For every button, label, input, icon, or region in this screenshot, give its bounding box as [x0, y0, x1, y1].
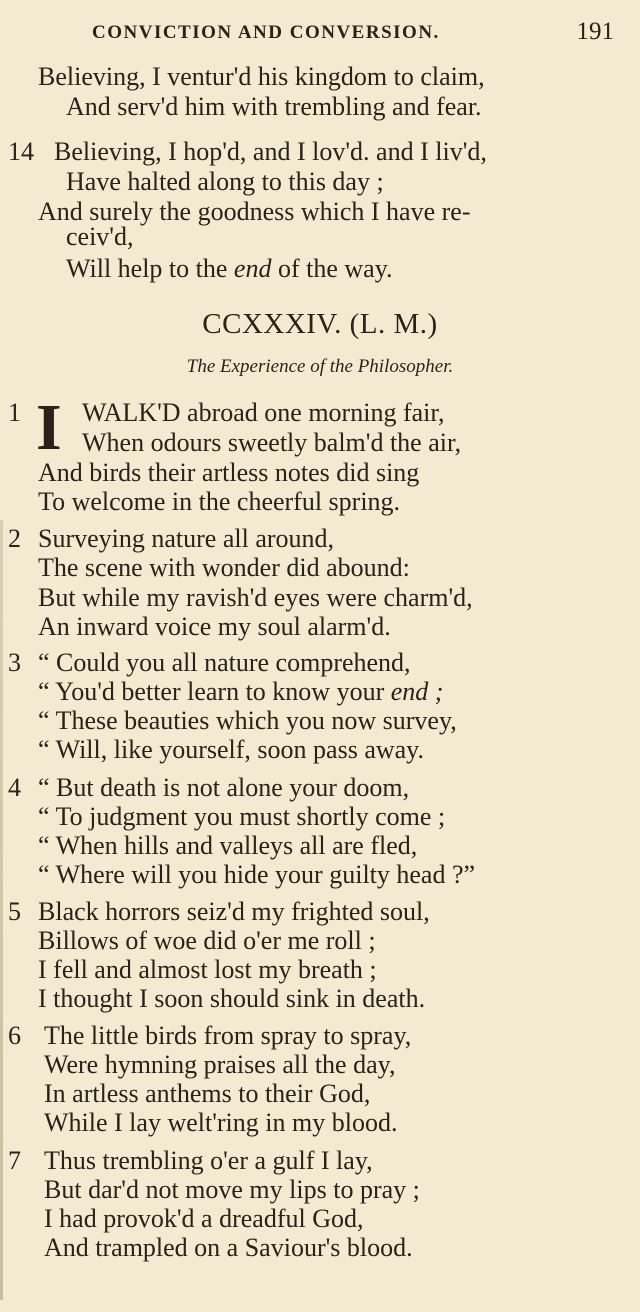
- poem-line: But while my ravish'd eyes were charm'd,: [38, 583, 473, 612]
- verse-number: 1: [8, 398, 21, 427]
- verse-number: 14: [8, 137, 34, 166]
- verse-number: 5: [8, 897, 21, 926]
- hymn-subtitle: The Experience of the Philosopher.: [186, 356, 454, 377]
- poem-line-end-emphasis: Will help to the end of the way.: [66, 254, 393, 283]
- poem-line: While I lay welt'ring in my blood.: [44, 1108, 398, 1137]
- running-title: CONVICTION AND CONVERSION.: [92, 22, 440, 43]
- poem-line: Billows of woe did o'er me roll ;: [38, 926, 376, 955]
- poem-line: An inward voice my soul alarm'd.: [38, 612, 391, 641]
- poem-line: “ These beauties which you now survey,: [38, 706, 457, 735]
- poem-line: Have halted along to this day ;: [66, 167, 384, 196]
- verse-number: 7: [8, 1146, 21, 1175]
- poem-line: To welcome in the cheerful spring.: [38, 487, 401, 516]
- poem-line: Believing, I ventur'd his kingdom to claim,: [38, 62, 485, 91]
- poem-line: “ To judgment you must shortly come ;: [38, 802, 446, 831]
- poem-line: I had provok'd a dreadful God,: [44, 1204, 364, 1233]
- poem-line: I fell and almost lost my breath ;: [38, 955, 377, 984]
- poem-line: In artless anthems to their God,: [44, 1079, 371, 1108]
- poem-line: But dar'd not move my lips to pray ;: [44, 1175, 420, 1204]
- poem-line: The little birds from spray to spray,: [44, 1021, 412, 1050]
- poem-line: And serv'd him with trembling and fear.: [66, 92, 482, 121]
- verse-number: 2: [8, 524, 21, 553]
- poem-line: “ Where will you hide your guilty head ?”: [38, 860, 476, 889]
- page-edge-shadow: [0, 520, 3, 1300]
- poem-line: “ When hills and valleys all are fled,: [38, 831, 418, 860]
- page-header: [92, 18, 622, 48]
- poem-line: Surveying nature all around,: [38, 524, 335, 553]
- poem-line: “ Could you all nature comprehend,: [38, 648, 411, 677]
- poem-line: “ But death is not alone your doom,: [38, 773, 410, 802]
- poem-line: “ Will, like yourself, soon pass away.: [38, 735, 424, 764]
- poem-line: Believing, I hop'd, and I lov'd. and I liv'd,: [54, 137, 487, 166]
- poem-line: Black horrors seiz'd my frighted soul,: [38, 897, 430, 926]
- poem-line: Were hymning praises all the day,: [44, 1050, 396, 1079]
- poem-line: And surely the goodness which I have re-: [38, 197, 471, 226]
- poem-line: The scene with wonder did abound:: [38, 553, 410, 582]
- poem-line: ceiv'd,: [66, 222, 134, 251]
- page-number: 191: [576, 18, 614, 45]
- poem-line: And birds their artless notes did sing: [38, 458, 420, 487]
- verse-number: 4: [8, 773, 21, 802]
- hymn-title: CCXXXIV. (L. M.): [202, 308, 438, 340]
- poem-line: WALK'D abroad one morning fair,: [82, 398, 445, 427]
- drop-cap: I: [36, 391, 62, 464]
- poem-line: And trampled on a Saviour's blood.: [44, 1233, 413, 1262]
- verse-number: 6: [8, 1021, 21, 1050]
- poem-line: When odours sweetly balm'd the air,: [82, 428, 462, 457]
- poem-line: I thought I soon should sink in death.: [38, 984, 426, 1013]
- poem-line-end-emphasis: “ You'd better learn to know your end ;: [38, 677, 444, 706]
- verse-number: 3: [8, 648, 21, 677]
- poem-line: Thus trembling o'er a gulf I lay,: [44, 1146, 373, 1175]
